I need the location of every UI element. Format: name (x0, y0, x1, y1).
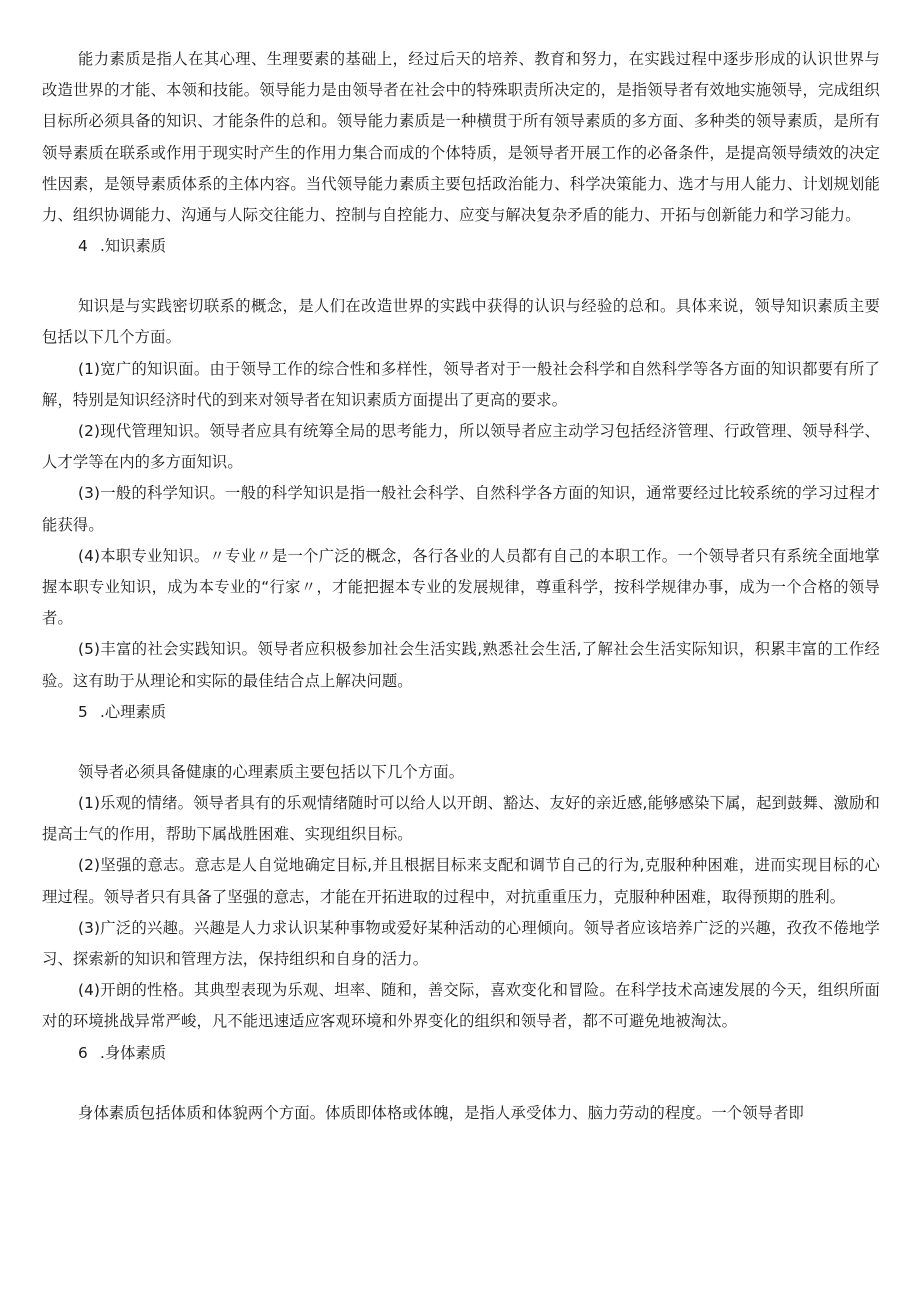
paragraph-knowledge-intro: 知识是与实践密切联系的概念，是人们在改造世界的实践中获得的认识与经验的总和。具体来说，领导知识素质主要包括以下几个方面。 (42, 297, 880, 347)
section-title: .心理素质 (100, 702, 167, 721)
section-number: 4 (78, 237, 88, 256)
section-heading-psychology (42, 697, 880, 757)
section-heading-knowledge (42, 231, 880, 291)
section-number: 5 (78, 702, 88, 721)
paragraph-knowledge-item: (5)丰富的社会实践知识。领导者应积极参加社会生活实践,熟悉社会生活,了解社会生活实际知识，积累丰富的工作经验。这有助于从理论和实际的最佳结合点上解决问题。 (42, 640, 880, 690)
paragraph-psychology-item: (1)乐观的情绪。领导者具有的乐观情绪随时可以给人以开朗、豁达、友好的亲近感,能够感染下属，起到鼓舞、激励和提高士气的作用，帮助下属战胜困难、实现组织目标。 (42, 794, 880, 844)
section-heading-physical (42, 1038, 880, 1098)
paragraph-physical-intro: 身体素质包括体质和体貌两个方面。体质即体格或体魄，是指人承受体力、脑力劳动的程度。一个领导者即 (78, 1103, 805, 1122)
paragraph-psychology-item: (3)广泛的兴趣。兴趣是人力求认识某种事物或爱好某种活动的心理倾向。领导者应该培养广泛的兴趣，孜孜不倦地学习、探索新的知识和管理方法，保持组织和自身的活力。 (42, 918, 880, 969)
section-title: .身体素质 (100, 1043, 167, 1062)
section-number: 6 (78, 1043, 88, 1062)
paragraph-knowledge-item: (3)一般的科学知识。一般的科学知识是指一般社会科学、自然科学各方面的知识，通常要经过比较系统的学习过程才能获得。 (42, 484, 880, 534)
document-page (42, 44, 880, 1129)
paragraph-psychology-intro: 领导者必须具备健康的心理素质主要包括以下几个方面。 (78, 762, 465, 781)
paragraph-knowledge-item: (4)本职专业知识。〃专业〃是一个广泛的概念，各行各业的人员都有自己的本职工作。一个领导者只有系统全面地掌握本职专业知识，成为本专业的“行家〃，才能把握本专业的发展规律，尊重科学，按科学规律办事，成为一个合格的领导者。 (42, 546, 880, 628)
paragraph-knowledge-item: (2)现代管理知识。领导者应具有统筹全局的思考能力，所以领导者应主动学习包括经济管理、行政管理、领导科学、人才学等在内的多方面知识。 (42, 422, 880, 472)
paragraph-psychology-item: (2)坚强的意志。意志是人自觉地确定目标,并且根据目标来支配和调节自己的行为,克服种种困难，进而实现目标的心理过程。领导者只有具备了坚强的意志，才能在开拓进取的过程中，对抗重重压力，克服种种困难，取得预期的胜利。 (42, 856, 880, 906)
paragraph-knowledge-item: (1)宽广的知识面。由于领导工作的综合性和多样性，领导者对于一般社会科学和自然科学等各方面的知识都要有所了解，特别是知识经济时代的到来对领导者在知识素质方面提出了更高的要求。 (42, 359, 880, 409)
paragraph-ability-quality: 能力素质是指人在其心理、生理要素的基础上，经过后天的培养、教育和努力，在实践过程中逐步形成的认识世界与改造世界的才能、本领和技能。领导能力是由领导者在社会中的特殊职责所决定的，是指领导者有效地实施领导，完成组织目标所必须具备的知识、才能条件的总和。领导能力素质是一种横贯于所有领导素质的多方面、多种类的领导素质，是所有领导素质在联系或作用于现实时产生的作用力集合而成的个体特质，是领导者开展工作的必备条件，是提高领导绩效的决定性因素，是领导素质体系的主体内容。当代领导能力素质主要包括政治能力、科学决策能力、选才与用人能力、计划规划能力、组织协调能力、沟通与人际交往能力、控制与自控能力、应变与解决复杂矛盾的能力、开拓与创新能力和学习能力。 (42, 50, 880, 225)
section-title: .知识素质 (100, 237, 167, 256)
paragraph-psychology-item: (4)开朗的性格。其典型表现为乐观、坦率、随和，善交际，喜欢变化和冒险。在科学技术高速发展的今天，组织所面对的环境挑战异常严峻，凡不能迅速适应客观环境和外界变化的组织和领导者，都不可避免地被淘汰。 (42, 981, 880, 1031)
